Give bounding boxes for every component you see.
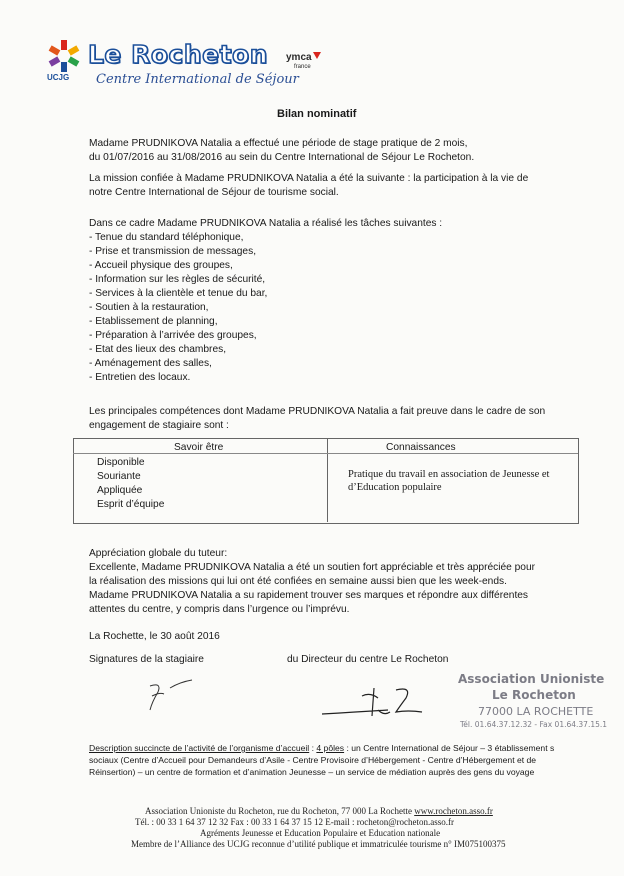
intro-line: Madame PRUDNIKOVA Natalia a effectué une période de stage pratique de 2 mois,	[89, 138, 468, 149]
task-item: - Accueil physique des groupes,	[89, 260, 233, 271]
footer-membership: Membre de l’Alliance des UCJG reconnue d’utilité publique et immatriculée tourisme n° IM075100375	[131, 839, 506, 849]
appreciation-line: la réalisation des missions qui lui ont été confiées en semaine aussi bien que les week-ends.	[89, 576, 507, 587]
task-item: - Etat des lieux des chambres,	[89, 344, 227, 355]
table-cell: Disponible	[97, 457, 145, 468]
footer-website-link[interactable]: www.rocheton.asso.fr	[414, 806, 493, 816]
task-item: - Prise et transmission de messages,	[89, 246, 257, 257]
logo-ymca: ymca	[286, 52, 312, 63]
appreciation-line: Excellente, Madame PRUDNIKOVA Natalia a été un soutien fort appréciable et très appréciée pour	[89, 562, 536, 573]
description-label: Description succincte de l’activité de l’organisme d’accueil	[89, 743, 310, 753]
competences-intro: engagement de stagiaire sont :	[89, 420, 229, 431]
table-cell: d’Education populaire	[348, 482, 442, 493]
task-item: - Etablissement de planning,	[89, 316, 218, 327]
signature-trainee-label: Signatures de la stagiaire	[89, 654, 204, 665]
logo-brand: Le Rocheton	[88, 40, 269, 69]
logo-subtitle: Centre International de Séjour	[96, 72, 299, 87]
table-column-divider	[327, 438, 328, 522]
table-header-divider	[73, 453, 578, 454]
ymca-triangle-icon	[313, 52, 321, 59]
mission-line: notre Centre International de Séjour de tourisme social.	[89, 187, 339, 198]
table-cell: Esprit d’équipe	[97, 499, 165, 510]
tasks-intro: Dans ce cadre Madame PRUDNIKOVA Natalia a réalisé les tâches suivantes :	[89, 218, 443, 229]
task-item: - Information sur les règles de sécurité,	[89, 274, 266, 285]
table-cell: Pratique du travail en association de Jeunesse et	[348, 469, 550, 480]
table-border	[73, 438, 579, 524]
appreciation-line: attentes du centre, y compris dans l’urgence ou l’imprévu.	[89, 604, 350, 615]
signature-director-label: du Directeur du centre Le Rocheton	[287, 654, 449, 665]
stamp-line: Association Unioniste	[458, 672, 605, 686]
logo-ucjg: UCJG	[47, 73, 70, 82]
footer-address-text: Association Unioniste du Rocheton, rue du Rocheton, 77 000 La Rochette	[145, 806, 415, 816]
description-line-1: Description succincte de l’activité de l’organisme d’accueil : 4 pôles : un Centre International de Séjour – 3 établissement s	[89, 743, 555, 753]
logo-ymca-country: france	[294, 64, 311, 70]
task-item: - Entretien des locaux.	[89, 372, 191, 383]
task-item: - Soutien à la restauration,	[89, 302, 209, 313]
intro-line: du 01/07/2016 au 31/08/2016 au sein du Centre International de Séjour Le Rocheton.	[89, 152, 475, 163]
table-header-connaissances: Connaissances	[386, 442, 456, 453]
ucjg-star-icon	[44, 38, 84, 74]
description-line-2: sociaux (Centre d’Accueil pour Demandeurs d’Asile - Centre Provisoire d’Hébergement - Centre d’Hébergement et de	[89, 755, 537, 765]
task-item: - Préparation à l’arrivée des groupes,	[89, 330, 257, 341]
stamp-line: Le Rocheton	[492, 688, 576, 702]
trainee-signature	[140, 676, 200, 718]
appreciation-heading: Appréciation globale du tuteur:	[89, 548, 228, 559]
table-cell: Souriante	[97, 471, 141, 482]
task-item: - Services à la clientèle et tenue du bar,	[89, 288, 268, 299]
table-cell: Appliquée	[97, 485, 143, 496]
place-date: La Rochette, le 30 août 2016	[89, 631, 220, 642]
competences-intro: Les principales compétences dont Madame PRUDNIKOVA Natalia a fait preuve dans le cadre de son	[89, 406, 546, 417]
task-item: - Aménagement des salles,	[89, 358, 212, 369]
appreciation-line: Madame PRUDNIKOVA Natalia a su rapidement trouver ses marques et répondre aux différentes	[89, 590, 529, 601]
description-poles: 4 pôles	[316, 743, 345, 753]
footer-address	[145, 806, 493, 817]
table-header-savoir-etre: Savoir être	[174, 442, 224, 453]
footer-contact: Tél. : 00 33 1 64 37 12 32 Fax : 00 33 1 64 37 15 12 E-mail : rocheton@rocheton.asso.fr	[135, 817, 454, 827]
description-line-3: Réinsertion) – un centre de formation et d’animation Jeunesse – un service de médiation auprès des gens du voyage	[89, 767, 535, 777]
description-rest: : un Centre International de Séjour – 3 établissement s	[344, 743, 555, 753]
task-item: - Tenue du standard téléphonique,	[89, 232, 244, 243]
stamp-line: Tél. 01.64.37.12.32 - Fax 01.64.37.15.1	[460, 720, 608, 729]
stamp-line: 77000 LA ROCHETTE	[478, 705, 594, 718]
mission-line: La mission confiée à Madame PRUDNIKOVA Natalia a été la suivante : la participation à la vie de	[89, 173, 529, 184]
director-signature	[318, 682, 448, 726]
footer-agrements: Agréments Jeunesse et Education Populaire et Education nationale	[200, 828, 441, 838]
page-title: Bilan nominatif	[277, 108, 357, 120]
